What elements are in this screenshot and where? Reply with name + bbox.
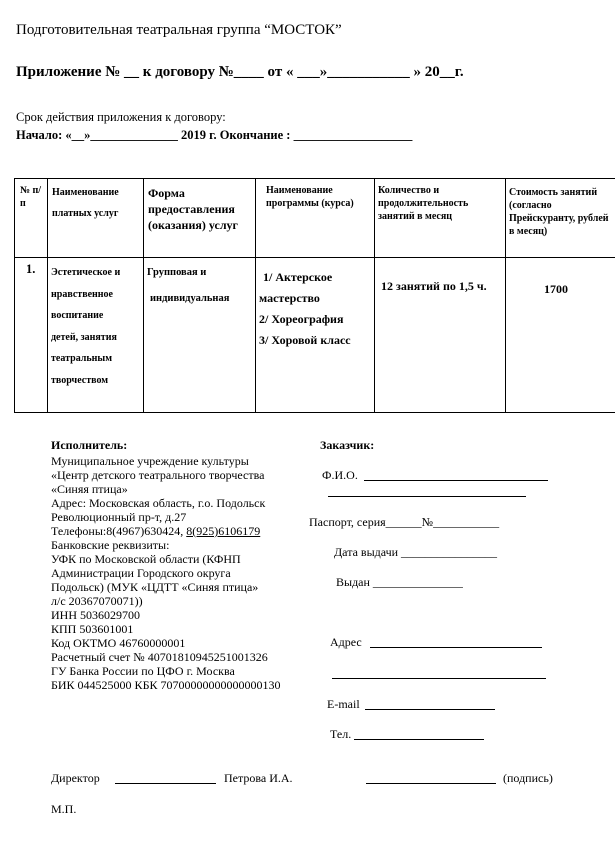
row-name: Эстетическое и нравственное воспитание детей, занятия театральным творчеством — [51, 267, 121, 386]
validity-label: Срок действия приложения к договору: — [16, 110, 226, 124]
customer-issued-by: Выдан _______________ — [336, 575, 463, 589]
phone-link[interactable]: 8(925)6106179 — [186, 524, 261, 538]
header-cost: Стоимость занятий (согласно Прейскуранту, рублей в месяц) — [509, 187, 609, 237]
row-count: 12 занятий по 1,5 ч. — [381, 279, 487, 293]
header-num: № п/п — [20, 185, 42, 209]
start-end-dates: Начало: «__»______________ 2019 г. Окончание : ___________________ — [16, 128, 413, 142]
header-program: Наименование программы (курса) — [266, 185, 354, 209]
executor-details: Муниципальное учреждение культуры «Центр детского театрального творчества «Синяя птица» Адрес: Московская область, г.о. Подольск Революционный пр-т, д.27 Телефоны:8(4967)630424, 8(925)6106179 Банковские реквизиты: УФК по Московской области (КФНП Администрации Городского округа Подольск) (МУК «ЦДТТ «Синяя птица» л/с 20367070071)) ИНН 5036029700 КПП 503601001 Код ОКТМО 46760000001 Расчетный счет № 40701810945251001326 ГУ Банка России по ЦФО г. Москва БИК 044525000 КБК 70700000000000000130 — [51, 454, 281, 692]
customer-label: Заказчик: — [320, 438, 375, 452]
email-field-line[interactable] — [365, 709, 495, 710]
director-label: Директор — [51, 771, 100, 785]
director-name: Петрова И.А. — [224, 771, 293, 785]
phones-label: Телефоны:8(4967)630424, — [51, 524, 187, 538]
fio-field-line-2[interactable] — [328, 496, 526, 497]
customer-signature-line[interactable] — [366, 783, 496, 784]
row-program: 1/ Актерское мастерство 2/ Хореография 3/ Хоровой класс — [259, 270, 351, 347]
header-count: Количество и продолжительность занятий в месяц — [378, 185, 469, 222]
fio-field-line[interactable] — [364, 480, 548, 481]
executor-label: Исполнитель: — [51, 438, 128, 452]
row-cost: 1700 — [544, 282, 568, 296]
customer-phone-label: Тел. — [330, 727, 352, 741]
appendix-line: Приложение № __ к договору №____ от « ___»___________ » 20__г. — [16, 64, 464, 80]
director-signature-line[interactable] — [115, 783, 216, 784]
signature-caption: (подпись) — [503, 771, 553, 785]
header-name: Наименование платных услуг — [52, 187, 119, 219]
customer-passport: Паспорт, серия______№___________ — [309, 515, 500, 529]
address-field-line[interactable] — [370, 647, 542, 648]
row-form: Групповая и индивидуальная — [147, 267, 230, 304]
phone-field-line[interactable] — [354, 739, 484, 740]
address-field-line-2[interactable] — [332, 678, 546, 679]
header-form: Форма предоставления (оказания) услуг — [148, 186, 239, 232]
row-num: 1. — [26, 262, 36, 276]
customer-issue-date: Дата выдачи ________________ — [334, 545, 498, 559]
customer-fio-label: Ф.И.О. — [322, 468, 358, 482]
document-title: Подготовительная театральная группа “МОСТОК” — [16, 22, 342, 38]
stamp-label: М.П. — [51, 802, 77, 816]
customer-address-label: Адрес — [330, 635, 362, 649]
customer-email-label: E-mail — [327, 697, 360, 711]
